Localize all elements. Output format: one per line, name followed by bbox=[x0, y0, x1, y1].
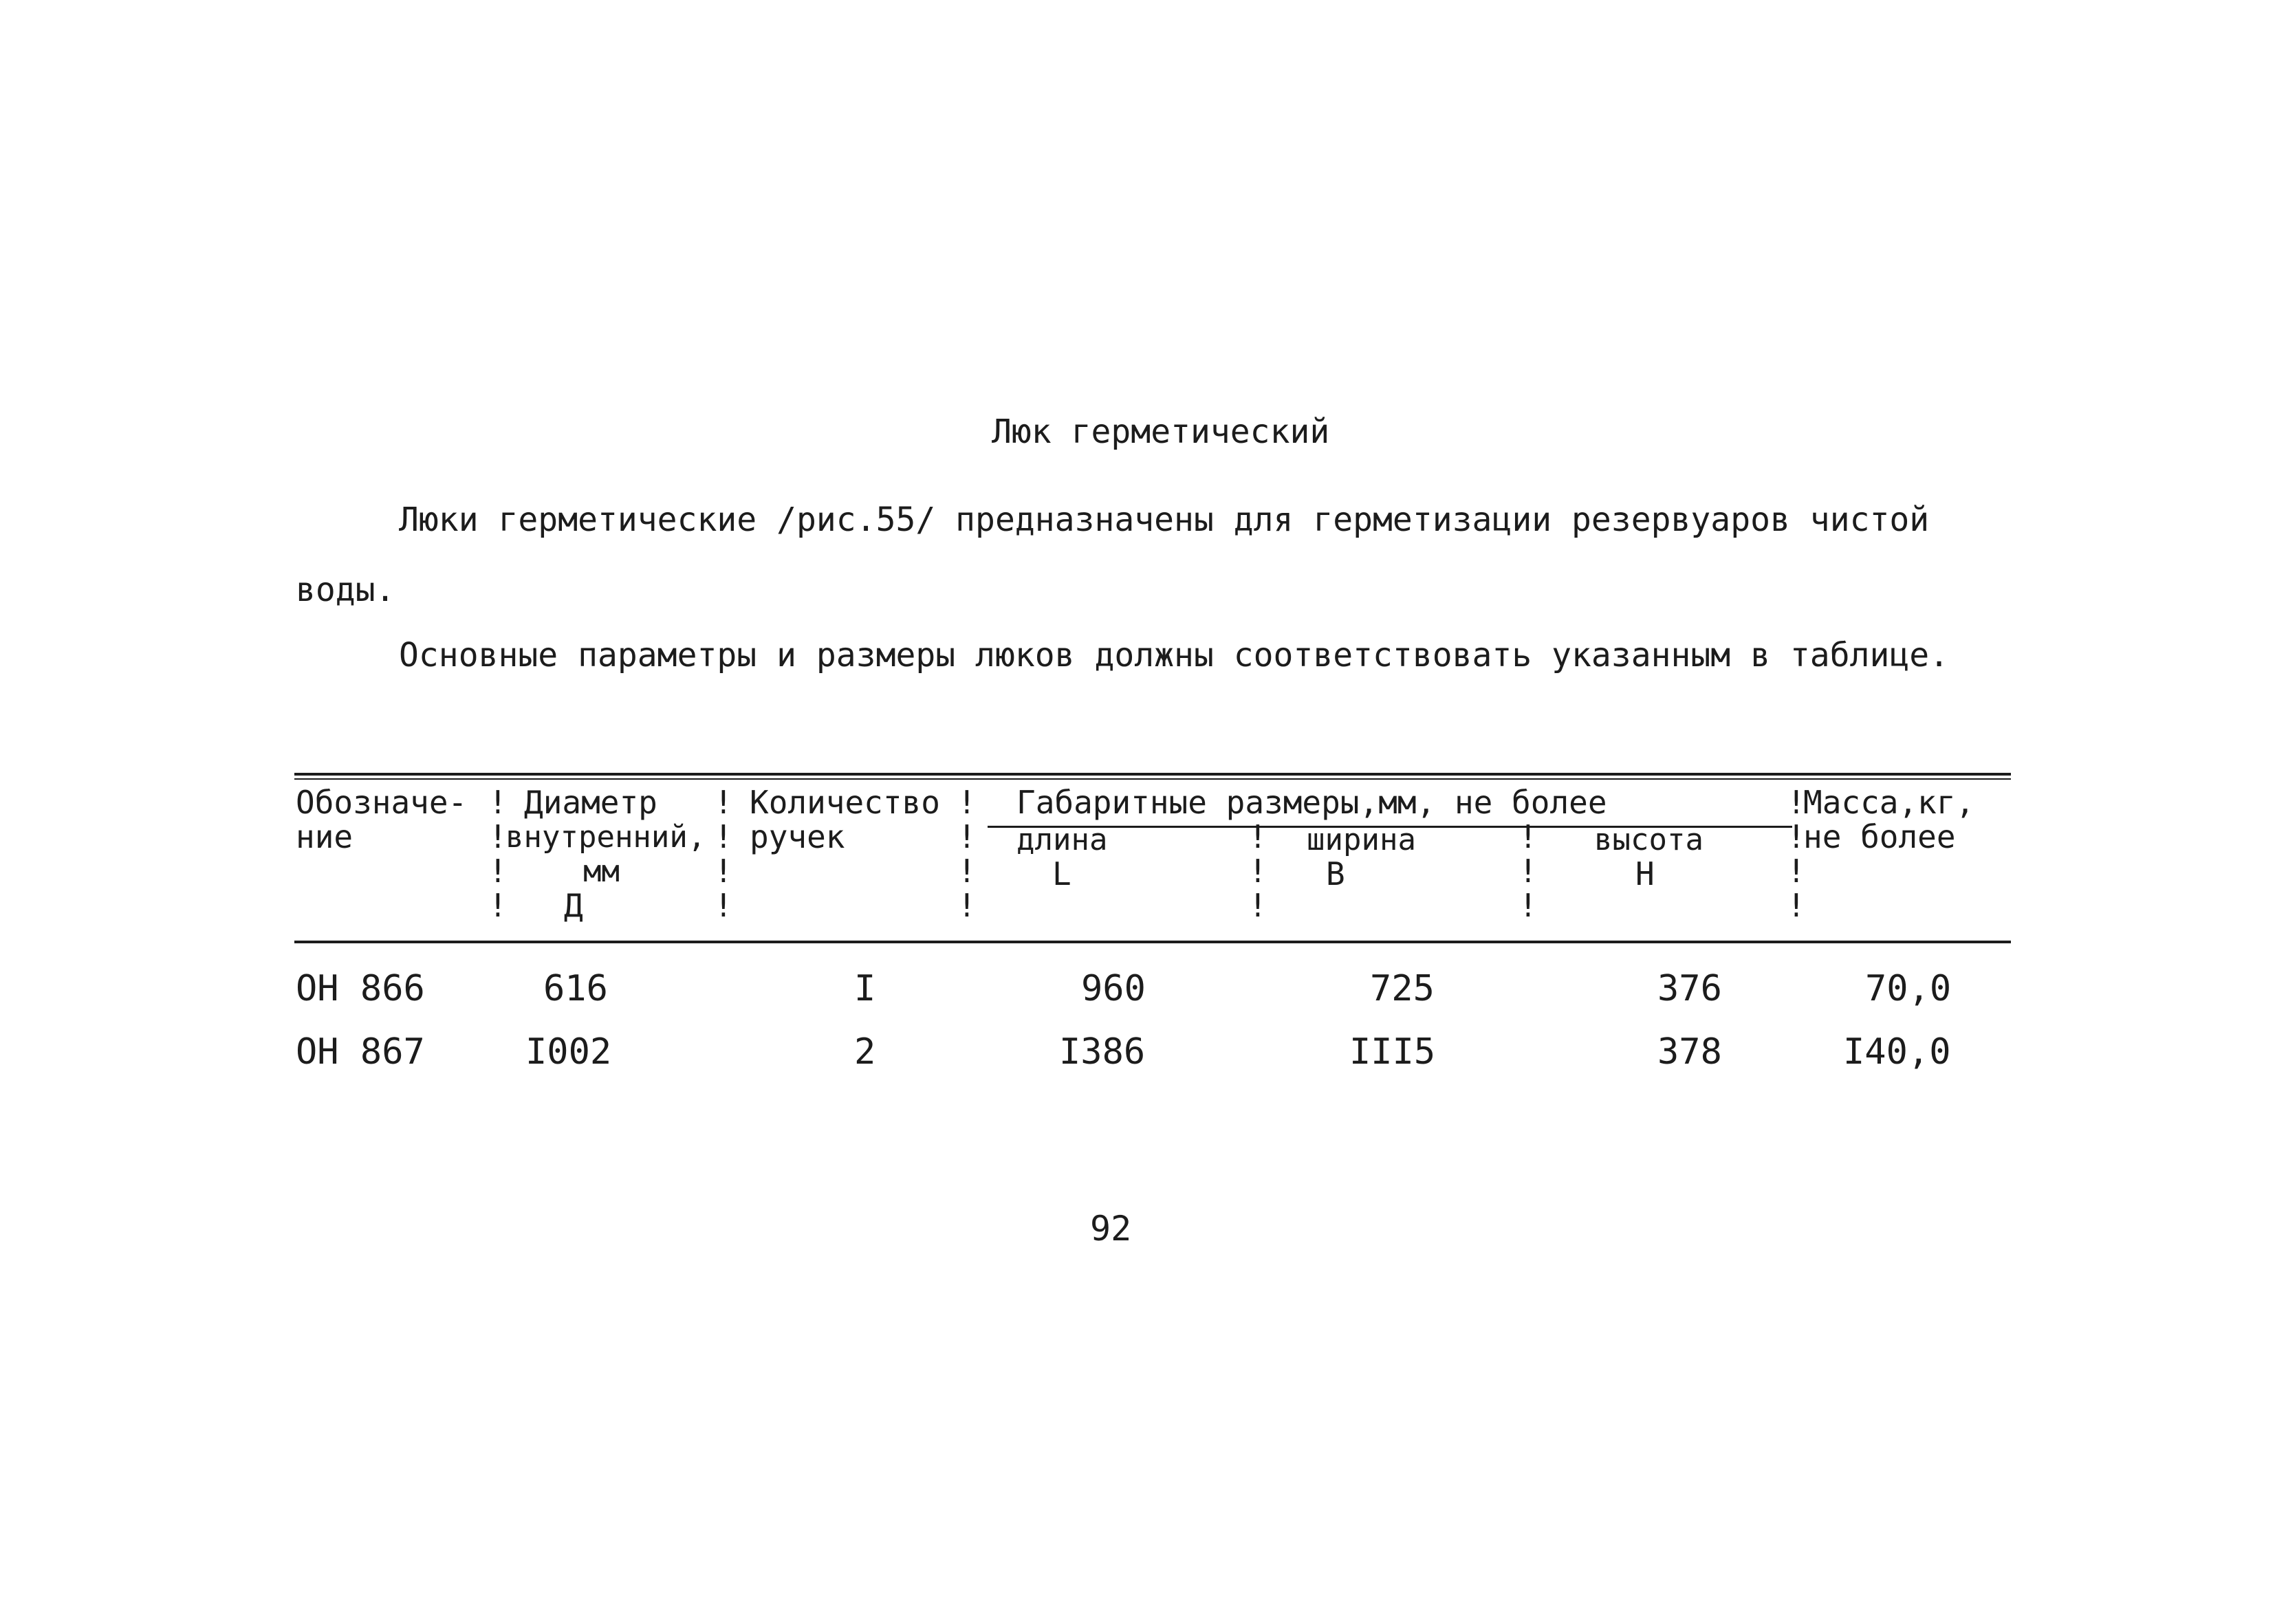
column-separator: ! bbox=[1787, 818, 1806, 855]
header-diameter-unit: мм bbox=[583, 854, 620, 889]
column-separator: ! bbox=[1787, 887, 1806, 924]
column-separator: ! bbox=[488, 887, 508, 924]
column-separator: ! bbox=[1519, 818, 1538, 855]
column-separator: ! bbox=[957, 887, 977, 924]
table-row-1-handles: I bbox=[854, 968, 876, 1009]
paragraph-purpose: Люки герметические /рис.55/ предназначены для герметизации резервуаров чистой bbox=[399, 501, 1930, 539]
table-row-1-length: 960 bbox=[1081, 968, 1146, 1009]
column-separator: ! bbox=[1787, 853, 1806, 890]
table-header-bottom-rule bbox=[294, 941, 2011, 943]
column-separator: ! bbox=[488, 784, 508, 821]
column-separator: ! bbox=[714, 818, 733, 855]
column-separator: ! bbox=[957, 784, 977, 821]
header-overall-dimensions: Габаритные размеры,мм, не более bbox=[1016, 784, 1607, 821]
table-row-1-height: 376 bbox=[1657, 968, 1722, 1009]
table-row-2-mass: I40,0 bbox=[1843, 1031, 1951, 1073]
paragraph-purpose-continuation: воды. bbox=[296, 571, 395, 609]
header-diameter-symbol: Д bbox=[564, 887, 583, 924]
column-separator: ! bbox=[488, 853, 508, 890]
column-separator: ! bbox=[957, 853, 977, 890]
table-row-1-mass: 70,0 bbox=[1865, 968, 1952, 1009]
table-top-rule-thin bbox=[294, 778, 2011, 780]
column-separator: ! bbox=[1248, 853, 1267, 890]
paragraph-parameters: Основные параметры и размеры люков должны соответствовать указанным в таблице. bbox=[399, 636, 1950, 674]
header-designation-line2: ние bbox=[296, 818, 353, 855]
header-height-symbol: H bbox=[1635, 855, 1655, 892]
table-row-2-handles: 2 bbox=[854, 1031, 876, 1073]
page-number: 92 bbox=[1090, 1209, 1132, 1249]
column-separator: ! bbox=[714, 887, 733, 924]
column-separator: ! bbox=[1248, 818, 1267, 855]
header-width-symbol: B bbox=[1326, 855, 1345, 892]
header-handles-line1: Количество bbox=[750, 784, 940, 821]
column-separator: ! bbox=[1519, 853, 1538, 890]
column-separator: ! bbox=[1248, 887, 1267, 924]
header-height: высота bbox=[1594, 822, 1703, 857]
table-row-2-height: 378 bbox=[1657, 1031, 1722, 1073]
column-separator: ! bbox=[1519, 887, 1538, 924]
column-separator: ! bbox=[957, 818, 977, 855]
table-row-2-diameter: I002 bbox=[525, 1031, 612, 1073]
header-handles-line2: ручек bbox=[750, 818, 845, 855]
header-diameter-line1: Диаметр bbox=[524, 784, 657, 821]
column-separator: ! bbox=[714, 853, 733, 890]
column-separator: ! bbox=[714, 784, 733, 821]
table-row-1-designation: ОН 866 bbox=[296, 968, 425, 1009]
header-mass-line1: Масса,кг, bbox=[1803, 784, 1975, 821]
table-row-1-diameter: 616 bbox=[543, 968, 608, 1009]
header-length-symbol: L bbox=[1052, 855, 1071, 892]
column-separator: ! bbox=[1787, 784, 1806, 821]
table-row-2-designation: ОН 867 bbox=[296, 1031, 425, 1073]
document-title: Люк герметический bbox=[992, 413, 1330, 451]
table-top-rule bbox=[294, 773, 2011, 776]
header-width: ширина bbox=[1307, 822, 1416, 857]
column-separator: ! bbox=[488, 818, 508, 855]
table-row-2-length: I386 bbox=[1059, 1031, 1146, 1073]
table-row-1-width: 725 bbox=[1370, 968, 1435, 1009]
header-designation-line1: Обозначе- bbox=[296, 784, 468, 821]
header-diameter-line2: внутренний, bbox=[505, 820, 706, 855]
header-mass-line2: не более bbox=[1803, 818, 1956, 855]
header-length: длина bbox=[1016, 822, 1108, 857]
table-row-2-width: III5 bbox=[1349, 1031, 1436, 1073]
